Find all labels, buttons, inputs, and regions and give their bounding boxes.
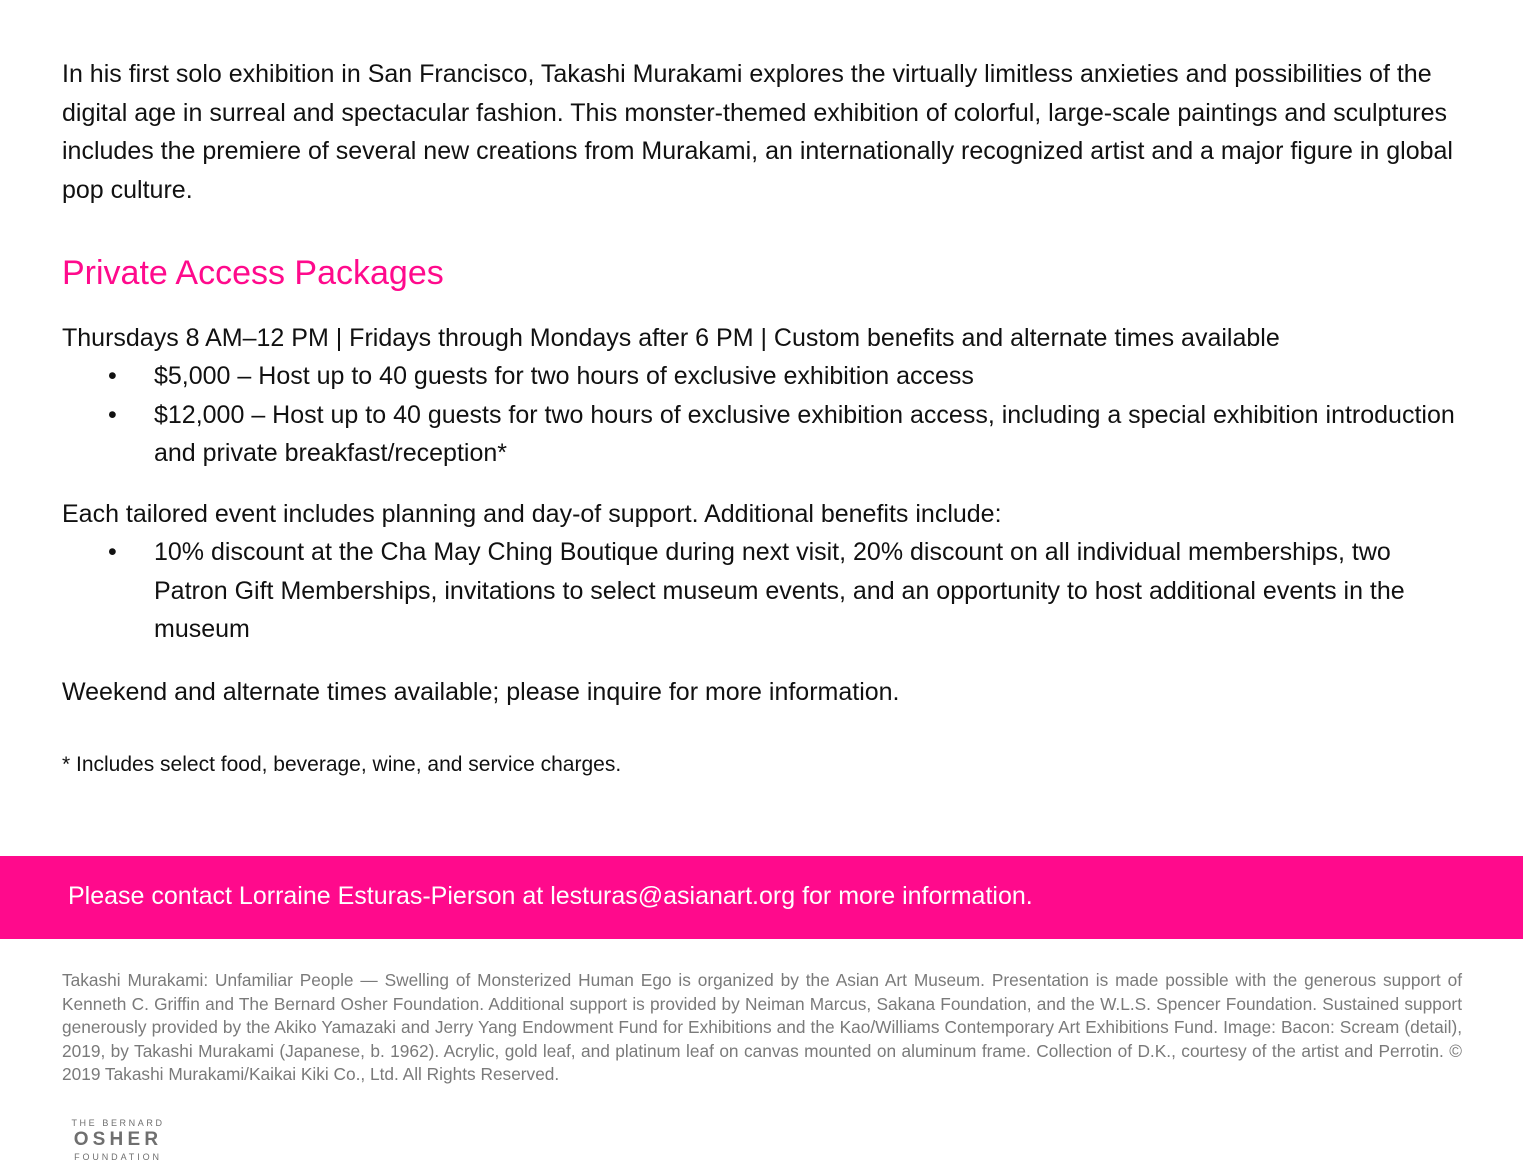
bullet-icon: • — [108, 400, 117, 429]
osher-foundation-logo — [62, 1117, 174, 1163]
weekend-note: Weekend and alternate times available; please inquire for more information. — [62, 678, 900, 706]
contact-text: Please contact Lorraine Esturas-Pierson at lesturas@asianart.org for more information. — [68, 882, 1033, 910]
credits-text: Takashi Murakami: Unfamiliar People — Swelling of Monsterized Human Ego is organized by the Asian Art Museum. Presentation is made possible with the generous support of Kenneth C. Griffin and The Bernard Osher Foundation. Additional support is provided by Neiman Marcus, Sakana Foundation, and the W.L.S. Spencer Foundation. Sustained support generously provided by the Akiko Yamazaki and Jerry Yang Endowment Fund for Exhibitions and the Kao/Williams Contemporary Art Exhibitions Fund. Image: Bacon: Scream (detail), 2019, by Takashi Murakami (Japanese, b. 1962). Acrylic, gold leaf, and platinum leaf on canvas mounted on aluminum frame. Collection of D.K., courtesy of the artist and Perrotin. © 2019 Takashi Murakami/Kaikai Kiki Co., Ltd. All Rights Reserved. — [62, 970, 1462, 1084]
logo-top-text: THE BERNARD — [71, 1118, 165, 1128]
schedule-line: Thursdays 8 AM–12 PM | Fridays through Mondays after 6 PM | Custom benefits and alternate times available — [62, 324, 1280, 352]
benefit-text: 10% discount at the Cha May Ching Boutique during next visit, 20% discount on all individual memberships, two Patron Gift Memberships, invitations to select museum events, and an opportunity to host additional events in the museum — [154, 538, 1405, 643]
logo-bottom-text: FOUNDATION — [74, 1152, 162, 1162]
logo-main-text: OSHER — [73, 1129, 163, 1150]
package-text: $5,000 – Host up to 40 guests for two hours of exclusive exhibition access — [154, 362, 974, 390]
section-heading: Private Access Packages — [62, 254, 444, 292]
list-item — [62, 357, 1472, 396]
benefits-intro: Each tailored event includes planning and day-of support. Additional benefits include: — [62, 500, 1002, 528]
package-list — [62, 357, 1472, 473]
bullet-icon: • — [108, 362, 117, 390]
list-item — [62, 533, 1472, 649]
contact-banner — [0, 856, 1523, 939]
footnote: * Includes select food, beverage, wine, and service charges. — [62, 753, 622, 776]
package-text: $12,000 – Host up to 40 guests for two hours of exclusive exhibition access, including a special exhibition introduction and private breakfast/reception* — [154, 400, 1455, 467]
intro-paragraph: In his first solo exhibition in San Francisco, Takashi Murakami explores the virtually limitless anxieties and possibilities of the digital age in surreal and spectacular fashion. This monster-themed exhibition of colorful, large-scale paintings and sculptures includes the premiere of several new creations from Murakami, an internationally recognized artist and a major figure in global pop culture. — [62, 60, 1453, 204]
benefit-list — [62, 533, 1472, 649]
bullet-icon: • — [108, 538, 117, 566]
list-item — [62, 396, 1472, 473]
